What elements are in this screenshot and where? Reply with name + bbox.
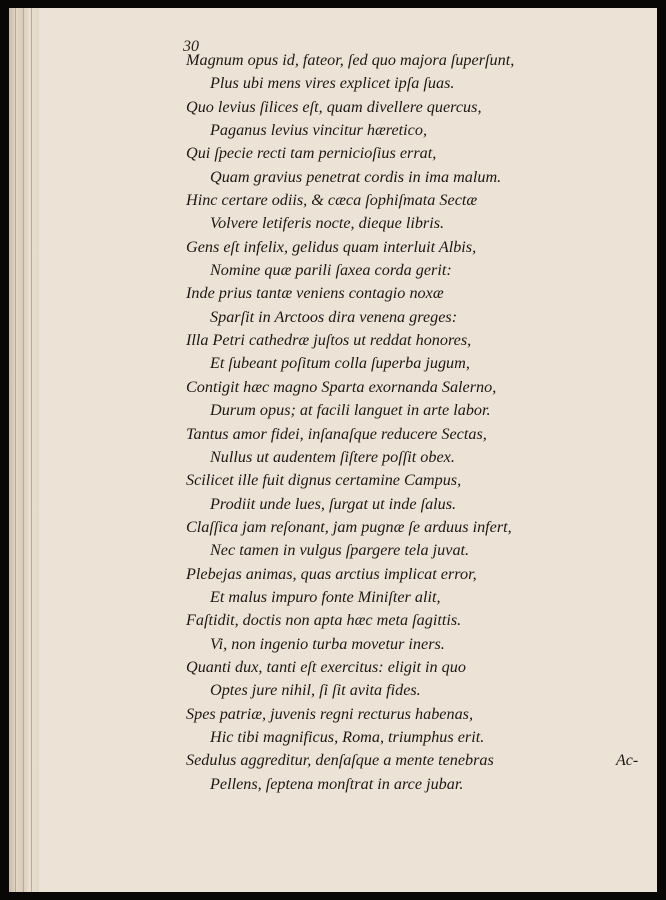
verse-line: Durum opus; at facili languet in arte labor. xyxy=(210,401,491,420)
verse-line: Volvere letiferis nocte, dieque libris. xyxy=(210,214,445,233)
catchword: Ac- xyxy=(616,752,639,769)
verse-line: Hinc certare odiis, & cæca ſophiſmata Sectæ xyxy=(186,191,478,210)
verse-line: Tantus amor fidei, inſanaſque reducere Sectas, xyxy=(186,424,487,443)
verse-line: Vi, non ingenio turba movetur iners. xyxy=(210,634,445,653)
verse-line: Scilicet ille fuit dignus certamine Campus, xyxy=(186,471,462,490)
verse-line: Quo levius ſilices eſt, quam divellere quercus, xyxy=(186,97,482,116)
verse-line: Hic tibi magnificus, Roma, triumphus erit. xyxy=(210,727,485,746)
verse-line: Sparſit in Arctoos dira venena greges: xyxy=(210,307,458,326)
verse-line: Faſtidit, doctis non apta hæc meta ſagittis. xyxy=(186,611,462,630)
verse-line: Plebejas animas, quas arctius implicat error, xyxy=(186,564,477,583)
verse-line: Inde prius tantæ veniens contagio noxæ xyxy=(186,284,444,303)
verse-line: Qui ſpecie recti tam pernicioſius errat, xyxy=(186,144,437,163)
verse-line: Contigit hæc magno Sparta exornanda Salerno, xyxy=(186,377,497,396)
verse-line: Plus ubi mens vires explicet ipſa ſuas. xyxy=(210,74,455,93)
verse-line: Quam gravius penetrat cordis in ima malum. xyxy=(210,167,502,186)
gutter-edge-line xyxy=(31,8,32,892)
poem-text xyxy=(186,49,639,796)
verse-line: Nec tamen in vulgus ſpargere tela juvat. xyxy=(210,541,470,560)
verse-line: Claſſica jam reſonant, jam pugnæ ſe arduus infert, xyxy=(186,517,512,536)
page-gutter xyxy=(9,8,39,892)
page-scan xyxy=(9,8,657,892)
verse-line: Paganus levius vincitur hæretico, xyxy=(210,121,427,140)
verse-line: Prodiit unde lues, ſurgat ut inde ſalus. xyxy=(210,494,457,513)
verse-line: Gens eſt infelix, gelidus quam interluit Albis, xyxy=(186,237,477,256)
verse-line: Et ſubeant poſitum colla ſuperba jugum, xyxy=(210,354,470,373)
verse-line: Sedulus aggreditur, denſaſque a mente tenebras xyxy=(186,751,494,770)
gutter-edge-line xyxy=(15,8,16,892)
gutter-edge-line xyxy=(23,8,24,892)
verse-line: Nomine quæ parili ſaxea corda gerit: xyxy=(210,261,452,280)
verse-line: Magnum opus id, fateor, ſed quo majora ſuperſunt, xyxy=(186,51,515,69)
verse-line: Et malus impuro fonte Miniſter alit, xyxy=(210,587,441,606)
verse-line: Optes jure nihil, ſi ſit avita fides. xyxy=(210,681,421,700)
verse-line: Spes patriæ, juvenis regni recturus habenas, xyxy=(186,704,474,723)
verse-line: Quanti dux, tanti eſt exercitus: eligit in quo xyxy=(186,657,466,676)
verse-line: Nullus ut audentem ſiſtere poſſit obex. xyxy=(210,447,455,466)
verse-line: Pellens, ſeptena monſtrat in arce jubar. xyxy=(210,774,464,793)
verse-line: Illa Petri cathedræ juſtos ut reddat honores, xyxy=(186,331,472,350)
page-number: 30 xyxy=(183,38,199,55)
